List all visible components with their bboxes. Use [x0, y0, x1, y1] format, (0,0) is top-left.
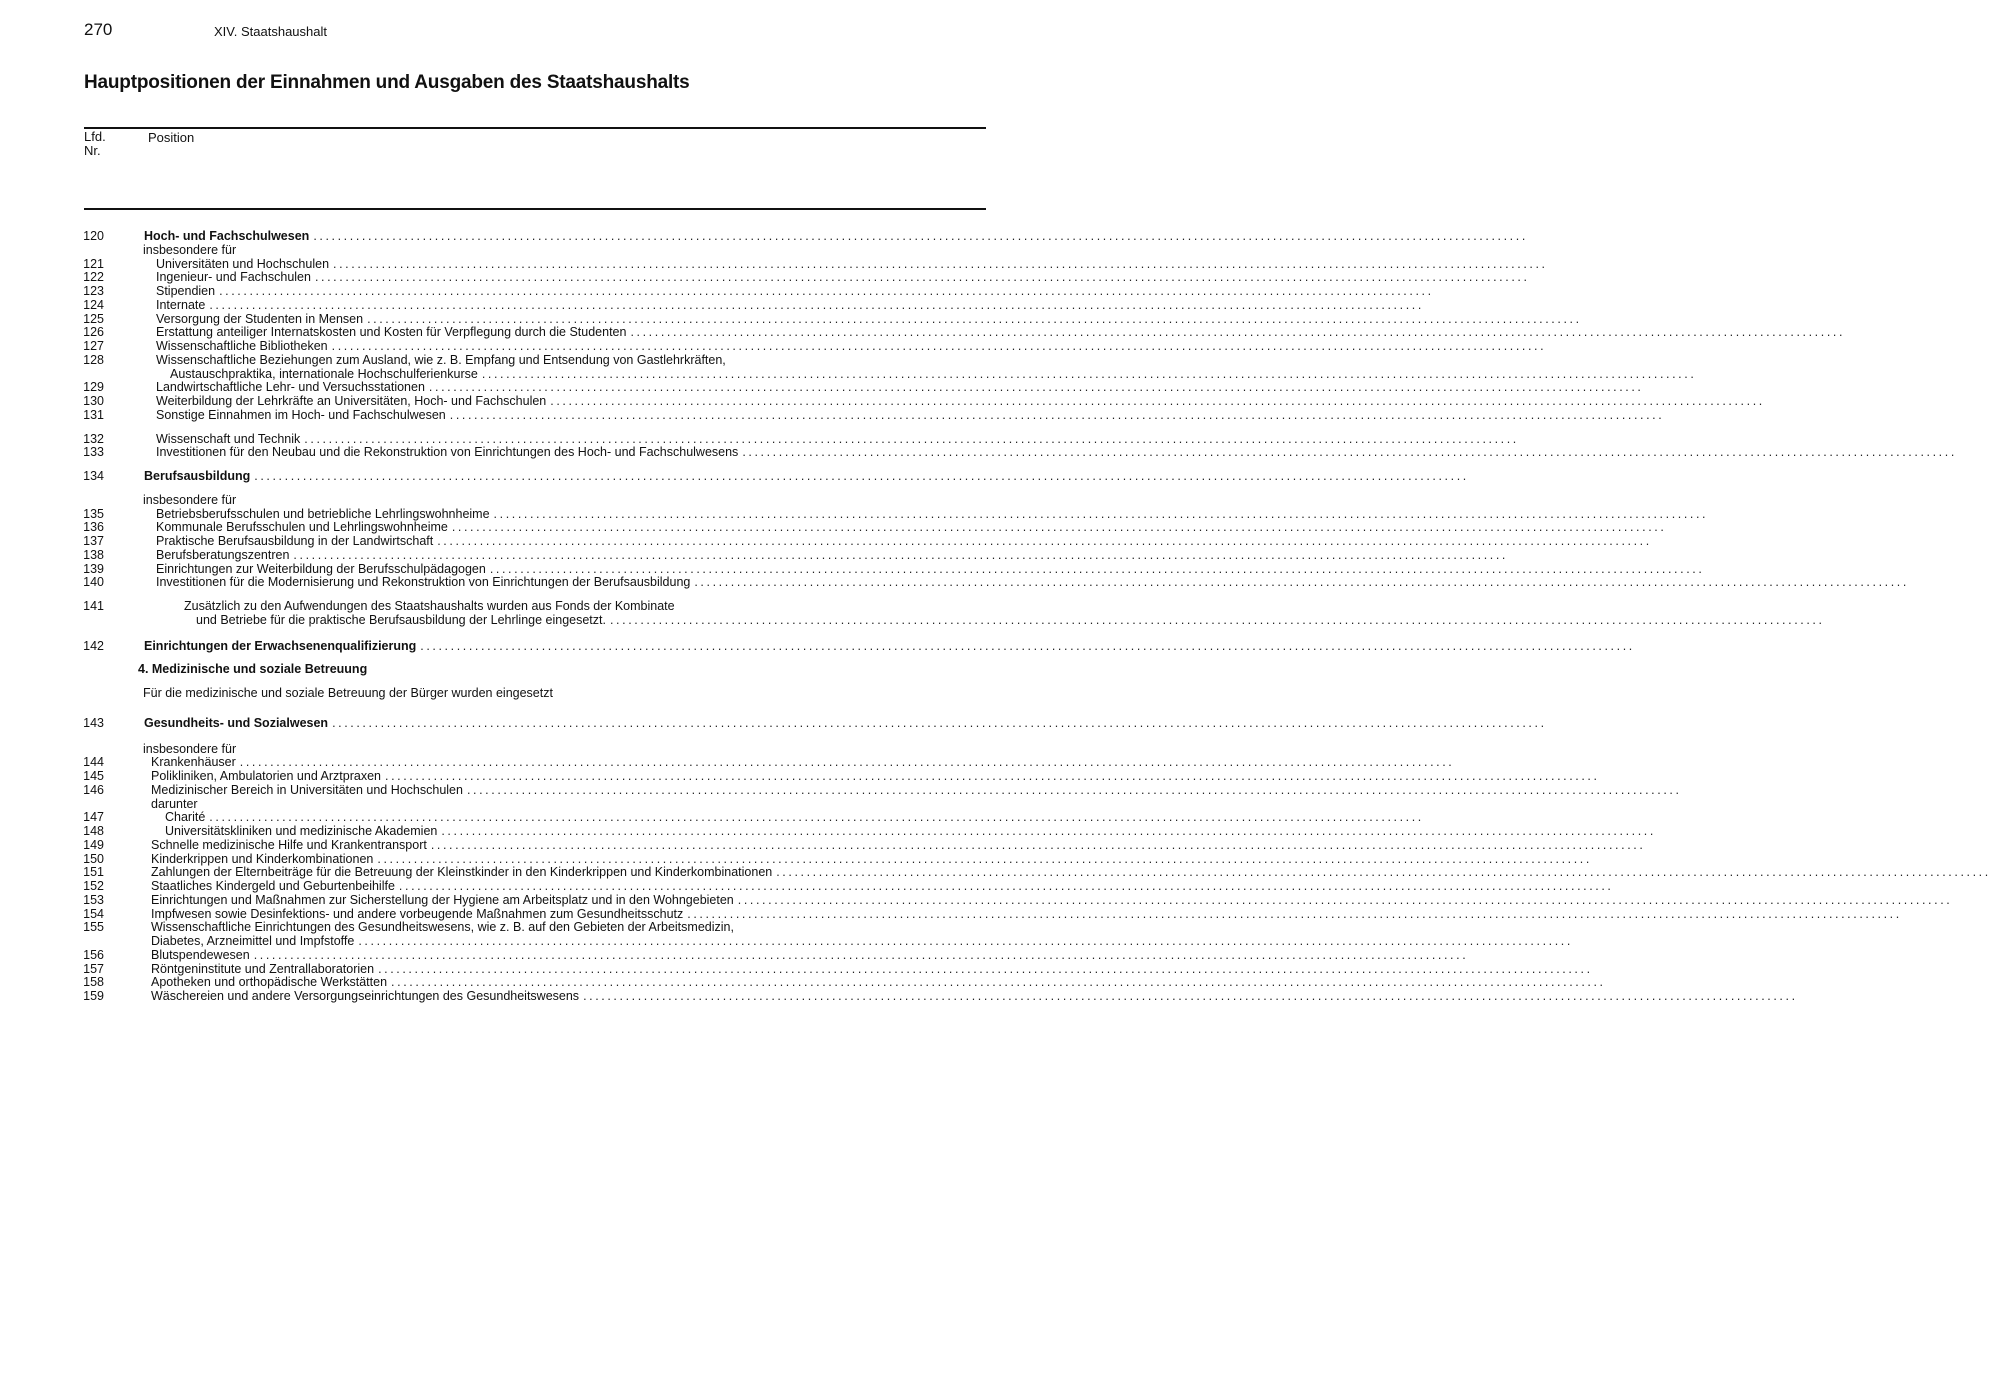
- list-item: [0, 493, 1024, 507]
- item-line: [151, 892, 1953, 907]
- item-line: [151, 837, 1646, 852]
- item-line: [156, 339, 1547, 353]
- item-line: [151, 782, 1682, 797]
- item-line: [144, 229, 1528, 243]
- item-label: Versorgung der Studenten in Mensen: [156, 311, 364, 326]
- list-item: [0, 934, 1573, 948]
- item-number: 127: [83, 339, 104, 353]
- item-line: [184, 599, 946, 613]
- list-item: [0, 975, 1606, 990]
- item-line: [156, 311, 1582, 326]
- item-label: Wissenschaftliche Beziehungen zum Ausland, wie z. B. Empfang und Entsendung von Gastlehrkräften,: [156, 352, 726, 367]
- item-number: 126: [83, 325, 104, 340]
- item-label: Universitätskliniken und medizinische Akademien: [165, 824, 438, 838]
- item-line: [151, 975, 1606, 990]
- item-number: 134: [83, 469, 104, 483]
- dot-leader: ........................................................................................................................................................................................................: [358, 934, 1573, 948]
- list-item: [0, 824, 1656, 838]
- list-item: [0, 797, 1024, 811]
- dot-leader: ........................................................................................................................................................................................................: [378, 961, 1593, 976]
- item-number: 133: [83, 445, 104, 460]
- item-label: Berufsausbildung: [144, 469, 251, 483]
- item-line: [143, 493, 946, 507]
- item-line: [151, 961, 1593, 976]
- item-line: [151, 865, 1991, 880]
- item-number: 153: [83, 892, 104, 907]
- list-item: [0, 353, 1024, 367]
- list-item: [0, 561, 1705, 576]
- item-number: 139: [83, 561, 104, 576]
- item-line: [151, 755, 1455, 770]
- list-item: [0, 297, 1424, 312]
- item-label: und Betriebe für die praktische Berufsausbildung der Lehrlinge eingesetzt.: [196, 612, 606, 627]
- list-item: [0, 311, 1582, 326]
- dot-leader: ........................................................................................................................................................................................................: [449, 407, 1665, 422]
- list-item: [0, 851, 1592, 866]
- item-label: Polikliniken, Ambulatorien und Arztpraxen: [151, 769, 381, 783]
- item-number: 122: [83, 270, 104, 285]
- column-header-number-line2: Nr.: [84, 143, 101, 158]
- page-number: 270: [84, 20, 113, 39]
- list-item: [0, 755, 1455, 770]
- item-number: 143: [83, 715, 104, 730]
- column-header-number-line1: Lfd.: [84, 129, 106, 144]
- list-item: [0, 534, 1652, 548]
- dot-leader: ........................................................................................................................................................................................................: [550, 394, 1765, 408]
- item-line: [156, 380, 1644, 395]
- list-item: [0, 506, 1709, 521]
- item-label: Stipendien: [156, 284, 216, 298]
- item-number: 152: [83, 879, 104, 893]
- list-item: [0, 575, 1909, 590]
- item-line: [144, 469, 1469, 483]
- item-line: [138, 662, 946, 676]
- item-number: 136: [83, 520, 104, 535]
- dot-leader: ........................................................................................................................................................................................................: [331, 339, 1547, 353]
- list-item: [0, 892, 1953, 907]
- item-line: [196, 612, 1825, 627]
- dot-leader: ........................................................................................................................................................................................................: [253, 947, 1469, 962]
- list-item: [0, 782, 1682, 797]
- running-head: XIV. Staatshaushalt: [214, 24, 327, 39]
- item-line: [156, 445, 1957, 460]
- list-item: [0, 810, 1424, 825]
- item-label: Universitäten und Hochschulen: [156, 256, 330, 271]
- item-label: Investitionen für den Neubau und die Rekonstruktion von Einrichtungen des Hoch- und Fachschulwesens: [156, 445, 739, 460]
- list-item: [0, 920, 1024, 934]
- list-item: [0, 469, 1469, 483]
- item-label: darunter: [151, 796, 198, 811]
- item-line: [156, 561, 1705, 576]
- list-item: [0, 947, 1469, 962]
- item-line: [156, 394, 1765, 408]
- item-number: 128: [83, 352, 104, 367]
- list-item: [0, 837, 1646, 852]
- dot-leader: ........................................................................................................................................................................................................: [451, 520, 1667, 535]
- item-number: 131: [83, 407, 104, 422]
- list-item: [0, 638, 1635, 653]
- list-item: [0, 366, 1697, 381]
- item-line: [156, 547, 1509, 562]
- list-item: [0, 520, 1667, 535]
- item-label: insbesondere für: [143, 242, 237, 257]
- dot-leader: ........................................................................................................................................................................................................: [391, 975, 1606, 990]
- item-label: Wissenschaftliche Einrichtungen des Gesundheitswesens, wie z. B. auf den Gebieten der Arbeitsmedizin,: [151, 920, 734, 935]
- item-label: Internate: [156, 297, 206, 312]
- item-line: [151, 989, 1798, 1003]
- item-line: [156, 297, 1424, 312]
- dot-leader: ........................................................................................................................................................................................................: [489, 561, 1705, 576]
- list-item: [0, 879, 1614, 893]
- item-line: [156, 256, 1548, 271]
- item-label: Wissenschaft und Technik: [156, 431, 301, 446]
- list-item: [0, 407, 1665, 422]
- item-line: [143, 742, 946, 756]
- item-line: [156, 506, 1709, 521]
- item-line: [151, 947, 1469, 962]
- item-label: Charité: [165, 810, 206, 825]
- list-item: [0, 394, 1765, 408]
- list-item: [0, 599, 1024, 613]
- dot-leader: ........................................................................................................................................................................................................: [332, 715, 1547, 730]
- list-item: [0, 270, 1530, 285]
- dot-leader: ........................................................................................................................................................................................................: [737, 892, 1953, 907]
- list-item: [0, 961, 1593, 976]
- item-line: [151, 934, 1573, 948]
- item-number: 146: [83, 782, 104, 797]
- item-number: 123: [83, 284, 104, 298]
- item-number: 132: [83, 431, 104, 446]
- list-item: [0, 547, 1509, 562]
- dot-leader: ........................................................................................................................................................................................................: [428, 380, 1644, 395]
- dot-leader: ........................................................................................................................................................................................................: [630, 325, 1846, 340]
- item-number: 125: [83, 311, 104, 326]
- item-number: 121: [83, 256, 104, 271]
- item-number: 137: [83, 534, 104, 548]
- dot-leader: ........................................................................................................................................................................................................: [776, 865, 1991, 880]
- list-item: [0, 715, 1547, 730]
- item-line: [144, 715, 1547, 730]
- dot-leader: ........................................................................................................................................................................................................: [209, 810, 1424, 825]
- item-line: [151, 797, 946, 811]
- item-label: Impfwesen sowie Desinfektions- und andere vorbeugende Maßnahmen zum Gesundheitsschutz: [151, 906, 684, 921]
- item-line: [156, 353, 946, 367]
- item-label: Wäschereien und andere Versorgungseinrichtungen des Gesundheitswesens: [151, 989, 580, 1003]
- item-label: Praktische Berufsausbildung in der Landwirtschaft: [156, 534, 434, 548]
- item-line: [156, 575, 1909, 590]
- item-number: 147: [83, 810, 104, 825]
- item-label: Röntgeninstitute und Zentrallaboratorien: [151, 961, 375, 976]
- item-number: 148: [83, 824, 104, 838]
- item-label: Diabetes, Arzneimittel und Impfstoffe: [151, 934, 355, 948]
- dot-leader: ........................................................................................................................................................................................................: [481, 366, 1697, 381]
- list-item: [0, 865, 1991, 880]
- dot-leader: ........................................................................................................................................................................................................: [420, 638, 1635, 653]
- dot-leader: ........................................................................................................................................................................................................: [239, 755, 1455, 770]
- item-label: Betriebsberufsschulen und betriebliche Lehrlingswohnheime: [156, 506, 490, 521]
- item-line: [151, 920, 946, 934]
- dot-leader: ........................................................................................................................................................................................................: [293, 547, 1509, 562]
- item-line: [165, 824, 1656, 838]
- item-label: Ingenieur- und Fachschulen: [156, 270, 311, 285]
- dot-leader: ........................................................................................................................................................................................................: [441, 824, 1656, 838]
- list-item: [0, 769, 1600, 783]
- dot-leader: ........................................................................................................................................................................................................: [398, 879, 1614, 893]
- item-number: 120: [83, 229, 104, 243]
- list-item: [0, 243, 1024, 257]
- item-line: [156, 284, 1434, 298]
- list-item: [0, 380, 1644, 395]
- item-line: [151, 769, 1600, 783]
- list-item: [0, 989, 1798, 1003]
- item-label: Erstattung anteiliger Internatskosten und Kosten für Verpflegung durch die Studenten: [156, 325, 627, 340]
- item-label: Gesundheits- und Sozialwesen: [144, 715, 329, 730]
- dot-leader: ........................................................................................................................................................................................................: [493, 506, 1709, 521]
- dot-leader: ........................................................................................................................................................................................................: [742, 445, 1957, 460]
- item-line: [151, 879, 1614, 893]
- item-line: [156, 270, 1530, 285]
- item-line: [170, 366, 1697, 381]
- item-label: Apotheken und orthopädische Werkstätten: [151, 975, 388, 990]
- item-label: Medizinischer Bereich in Universitäten und Hochschulen: [151, 782, 463, 797]
- dot-leader: ........................................................................................................................................................................................................: [254, 469, 1469, 483]
- item-number: 149: [83, 837, 104, 852]
- item-label: Berufsberatungszentren: [156, 547, 290, 562]
- item-number: 141: [83, 599, 104, 613]
- item-label: Hoch- und Fachschulwesen: [144, 229, 310, 243]
- item-line: [156, 407, 1665, 422]
- list-item: [0, 339, 1547, 353]
- item-number: 135: [83, 506, 104, 521]
- item-line: [143, 243, 946, 257]
- item-label: Zusätzlich zu den Aufwendungen des Staatshaushalts wurden aus Fonds der Kombinate: [184, 599, 675, 613]
- dot-leader: ........................................................................................................................................................................................................: [583, 989, 1798, 1003]
- item-number: 156: [83, 947, 104, 962]
- item-number: 144: [83, 755, 104, 770]
- item-label: Staatliches Kindergeld und Geburtenbeihilfe: [151, 879, 395, 893]
- item-number: 124: [83, 297, 104, 312]
- item-label: Krankenhäuser: [151, 755, 236, 770]
- list-item: [0, 906, 1902, 921]
- item-number: 158: [83, 975, 104, 990]
- item-label: Landwirtschaftliche Lehr- und Versuchsstationen: [156, 380, 425, 395]
- list-item: [0, 284, 1434, 298]
- dot-leader: ........................................................................................................................................................................................................: [209, 297, 1424, 312]
- item-label: 4. Medizinische und soziale Betreuung: [138, 662, 368, 677]
- dot-leader: ........................................................................................................................................................................................................: [385, 769, 1600, 783]
- dot-leader: ........................................................................................................................................................................................................: [430, 837, 1646, 852]
- list-item: [0, 445, 1957, 460]
- item-number: 159: [83, 989, 104, 1003]
- item-line: [156, 534, 1652, 548]
- dot-leader: ........................................................................................................................................................................................................: [314, 270, 1530, 285]
- item-label: Wissenschaftliche Bibliotheken: [156, 339, 328, 353]
- item-line: [151, 851, 1592, 866]
- item-line: [156, 325, 1846, 340]
- dot-leader: ........................................................................................................................................................................................................: [466, 782, 1682, 797]
- item-number: 130: [83, 394, 104, 408]
- item-label: Einrichtungen zur Weiterbildung der Berufsschulpädagogen: [156, 561, 486, 576]
- item-label: Kommunale Berufsschulen und Lehrlingswohnheime: [156, 520, 448, 535]
- item-line: [156, 431, 1519, 446]
- dot-leader: ........................................................................................................................................................................................................: [367, 311, 1582, 326]
- item-label: Sonstige Einnahmen im Hoch- und Fachschulwesen: [156, 407, 446, 422]
- list-item: [0, 742, 1024, 756]
- item-line: [144, 638, 1635, 653]
- item-number: 129: [83, 380, 104, 395]
- item-label: insbesondere für: [143, 741, 237, 756]
- item-number: 155: [83, 920, 104, 935]
- item-number: 138: [83, 547, 104, 562]
- dot-leader: ........................................................................................................................................................................................................: [694, 575, 1909, 590]
- dot-leader: ........................................................................................................................................................................................................: [687, 906, 1902, 921]
- item-label: insbesondere für: [143, 492, 237, 507]
- dot-leader: ........................................................................................................................................................................................................: [219, 284, 1434, 298]
- item-line: [151, 906, 1902, 921]
- item-label: Einrichtungen der Erwachsenenqualifizierung: [144, 638, 417, 653]
- item-label: Investitionen für die Modernisierung und Rekonstruktion von Einrichtungen der Berufsausbildung: [156, 575, 691, 590]
- item-number: 142: [83, 638, 104, 653]
- item-label: Austauschpraktika, internationale Hochschulferienkurse: [170, 366, 478, 381]
- dot-leader: ........................................................................................................................................................................................................: [333, 256, 1548, 271]
- item-number: 157: [83, 961, 104, 976]
- list-item: [0, 662, 1024, 676]
- dot-leader: ........................................................................................................................................................................................................: [609, 612, 1825, 627]
- item-line: [165, 810, 1424, 825]
- page-title: Hauptpositionen der Einnahmen und Ausgaben des Staatshaushalts: [84, 72, 690, 93]
- dot-leader: ........................................................................................................................................................................................................: [304, 431, 1519, 446]
- item-number: 151: [83, 865, 104, 880]
- item-label: Schnelle medizinische Hilfe und Krankentransport: [151, 837, 427, 852]
- list-item: [0, 256, 1548, 271]
- item-label: Zahlungen der Elternbeiträge für die Betreuung der Kleinstkinder in den Kinderkrippen und Kinderkombinationen: [151, 865, 773, 880]
- list-item: [0, 229, 1528, 243]
- item-number: 154: [83, 906, 104, 921]
- item-label: Einrichtungen und Maßnahmen zur Sicherstellung der Hygiene am Arbeitsplatz und in den Wohngebieten: [151, 892, 734, 907]
- item-label: Für die medizinische und soziale Betreuung der Bürger wurden eingesetzt: [143, 686, 553, 700]
- dot-leader: ........................................................................................................................................................................................................: [437, 534, 1652, 548]
- item-label: Kinderkrippen und Kinderkombinationen: [151, 851, 374, 866]
- list-item: [0, 431, 1519, 446]
- list-item: [0, 686, 1024, 700]
- column-header-position: Position: [148, 130, 195, 145]
- item-number: 150: [83, 851, 104, 866]
- list-item: [0, 325, 1846, 340]
- dot-leader: ........................................................................................................................................................................................................: [313, 229, 1528, 243]
- dot-leader: ........................................................................................................................................................................................................: [377, 851, 1592, 866]
- item-number: 140: [83, 575, 104, 590]
- item-line: [156, 520, 1667, 535]
- list-item: [0, 612, 1825, 627]
- item-number: 145: [83, 769, 104, 783]
- item-label: Weiterbildung der Lehrkräfte an Universitäten, Hoch- und Fachschulen: [156, 394, 547, 408]
- item-line: [143, 686, 946, 700]
- item-label: Blutspendewesen: [151, 947, 250, 962]
